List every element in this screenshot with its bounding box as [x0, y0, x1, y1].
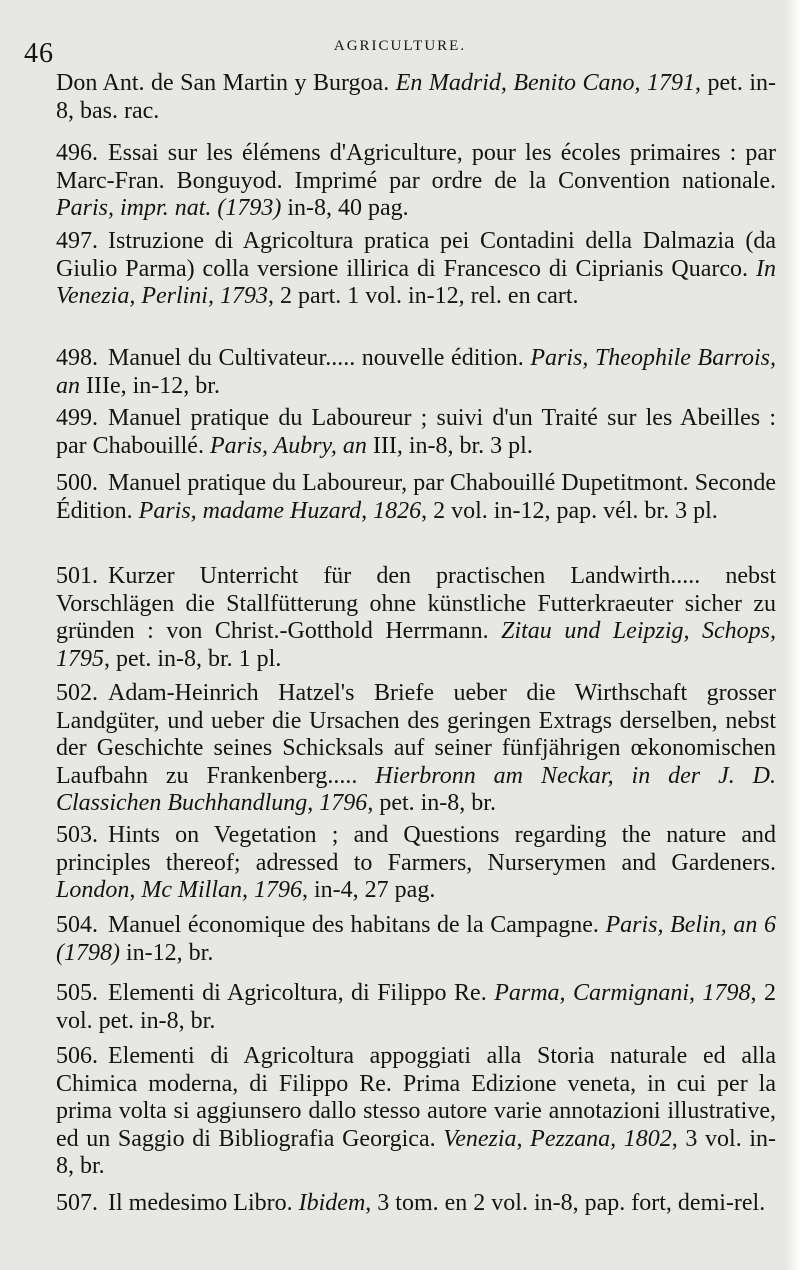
entry-imprint: Venezia, Pezzana, 1802 [443, 1125, 672, 1152]
entry-500 [56, 470, 776, 525]
entry-text: Manuel pratique du Laboureur, par Chabouillé Dupetitmont. Seconde Édition. [56, 470, 776, 524]
entry-tail: III, in-8, br. 3 pl. [366, 432, 533, 459]
entry-tail: , 2 part. 1 vol. in-12, rel. en cart. [267, 283, 579, 309]
entry-501 [56, 563, 776, 673]
entry-tail: , 3 vol. in-8, br. [56, 1125, 776, 1179]
entry-imprint: Paris, madame Huzard, 1826 [138, 497, 422, 524]
entry-number: 499. [56, 405, 98, 431]
entry-text: Kurzer Unterricht für den practischen Landwirth..... nebst Vorschlägen die Stallfütterung ohne künstliche Futterkraeuter sicher zu gründen : von Christ.-Gotthold Herrmann. [56, 563, 776, 644]
entry-number: 503. [56, 822, 98, 848]
entry-tail: in-8, 40 pag. [281, 195, 409, 221]
entry-number: 502. [56, 680, 98, 706]
entry-498 [56, 345, 776, 400]
entry-text: Manuel du Cultivateur..... nouvelle édition. [108, 345, 531, 371]
entry-497 [56, 228, 776, 311]
entry-text: Hints on Vegetation ; and Questions regarding the nature and principles thereof; adressed to Farmers, Nurserymen and Gardeners. [56, 822, 776, 876]
entry-number: 507. [56, 1190, 98, 1216]
entry-text: Il medesimo Libro. [108, 1190, 299, 1216]
entry-number: 505. [56, 980, 98, 1006]
entry-number: 500. [56, 470, 98, 496]
entry-imprint: En Madrid, Benito Cano, 1791 [395, 70, 696, 96]
entry-496 [56, 140, 776, 223]
entry-continuation [56, 70, 776, 125]
entry-tail: , 2 vol. pet. in-8, br. [56, 980, 776, 1034]
entry-text: Elementi di Agricoltura appoggiati alla Storia naturale ed alla Chimica moderna, di Filippo Re. Prima Edizione veneta, in cui per la prima volta si aggiunsero dallo stesso autore varie annotazioni illustrative, ed un Saggio di Bibliografia Georgica. [56, 1043, 776, 1152]
entry-text: Adam-Heinrich Hatzel's Briefe ueber die Wirthschaft grosser Landgüter, und ueber die Ursachen des geringen Extrags derselben, nebst der Geschichte seines Schicksals auf seiner fünfjährigen œkonomischen Laufbahn zu Frankenberg..... [56, 680, 776, 789]
entry-number: 497. [56, 228, 98, 254]
entry-number: 504. [56, 912, 98, 938]
entry-text: Elementi di Agricoltura, di Filippo Re. [108, 980, 495, 1006]
entry-503 [56, 822, 776, 905]
page-number: 46 [24, 38, 54, 69]
entry-imprint: Ibidem [298, 1190, 366, 1216]
entry-imprint: Zitau und Leipzig, Schops, 1795 [56, 618, 776, 672]
entry-507 [56, 1190, 776, 1218]
entry-499 [56, 405, 776, 460]
entry-imprint: In Venezia, Perlini, 1793 [56, 255, 776, 309]
entry-502 [56, 680, 776, 818]
entry-506 [56, 1043, 776, 1181]
entry-text: Manuel économique des habitans de la Campagne. [108, 912, 606, 938]
entry-number: 506. [56, 1043, 98, 1069]
entry-imprint: Parma, Carmignani, 1798 [494, 980, 751, 1006]
entry-imprint: Paris, impr. nat. (1793) [56, 195, 282, 221]
entry-tail: , pet. in-8, br. [367, 790, 496, 816]
entry-text: Essai sur les élémens d'Agriculture, pour les écoles primaires : par Marc-Fran. Bonguyod. Imprimé par ordre de la Convention nationale. [56, 140, 776, 194]
entry-505 [56, 980, 776, 1035]
entry-tail: , pet. in-8, bas. rac. [56, 70, 776, 124]
entry-tail: , 2 vol. in-12, pap. vél. br. 3 pl. [421, 497, 718, 524]
entry-imprint: Paris, Belin, an 6 (1798) [56, 912, 777, 966]
entry-tail: , in-4, 27 pag. [302, 877, 436, 903]
entry-tail: , 3 tom. en 2 vol. in-8, pap. fort, demi-rel. [365, 1190, 766, 1216]
entry-imprint: London, Mc Millan, 1796 [56, 877, 302, 903]
entry-imprint: Paris, Theophile Barrois, an [56, 345, 777, 399]
entry-tail: in-12, br. [119, 939, 214, 966]
entry-imprint: Paris, Aubry, an [209, 432, 367, 459]
entry-number: 498. [56, 345, 98, 371]
running-head: AGRICULTURE. [333, 38, 467, 54]
entry-tail: , pet. in-8, br. 1 pl. [104, 645, 282, 672]
entry-number: 501. [56, 563, 98, 589]
entry-tail: IIIe, in-12, br. [80, 372, 220, 399]
entry-text: Istruzione di Agricoltura pratica pei Contadini della Dalmazia (da Giulio Parma) colla versione illirica di Francesco di Ciprianis Quarco. [56, 228, 776, 282]
entry-504 [56, 912, 776, 967]
entry-text: Don Ant. de San Martin y Burgoa. [56, 70, 396, 96]
entry-number: 496. [56, 140, 98, 166]
entry-text: Manuel pratique du Laboureur ; suivi d'un Traité sur les Abeilles : par Chabouillé. [56, 405, 776, 459]
page-edge [786, 0, 800, 1270]
entry-imprint: Hierbronn am Neckar, in der J. D. Classichen Buchhandlung, 1796 [56, 762, 777, 816]
